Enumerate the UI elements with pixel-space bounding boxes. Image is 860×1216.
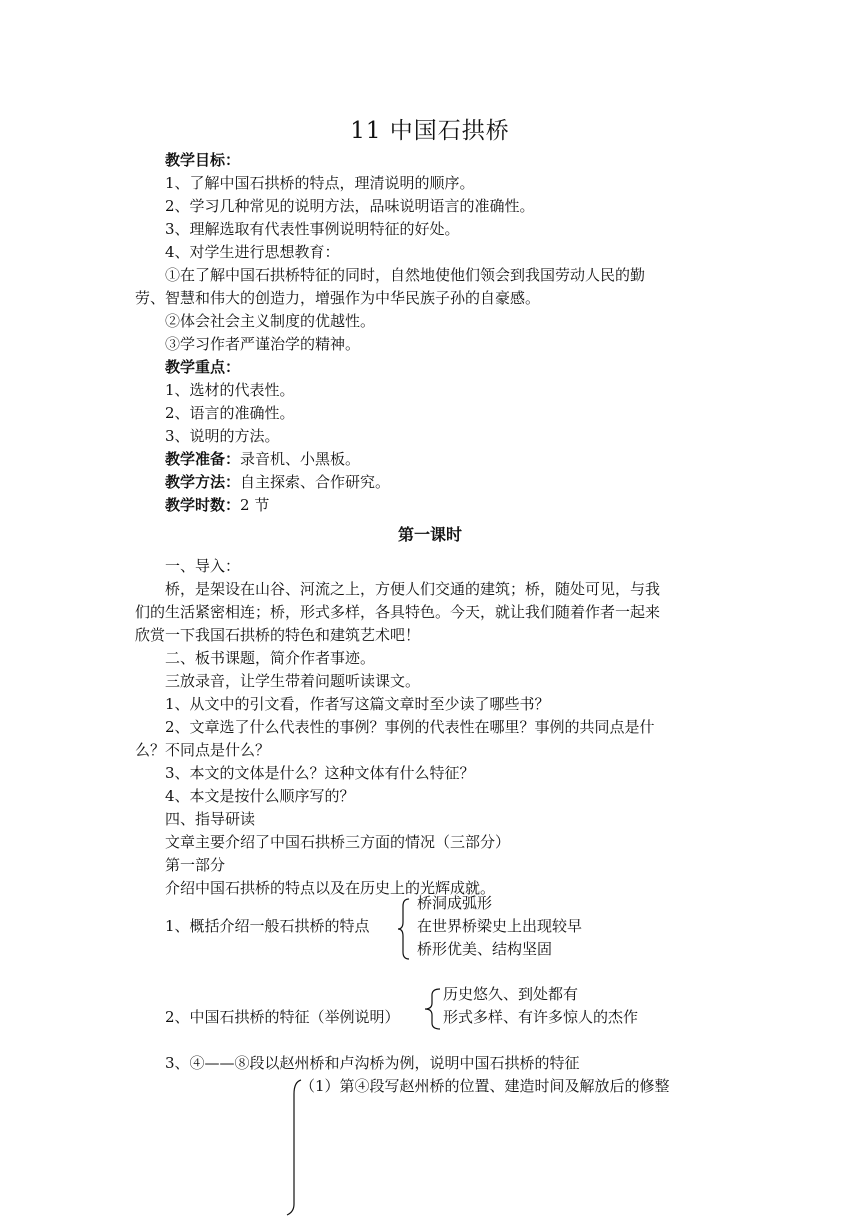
- outline-item: 桥形优美、结构坚固: [417, 940, 553, 958]
- body-line: 们的生活紧密相连；桥，形式多样，各具特色。今天，就让我们随着作者一起来: [135, 603, 661, 621]
- body-line: 一、导入：: [165, 557, 241, 575]
- goal-item: ②体会社会主义制度的优越性。: [165, 312, 376, 330]
- outline-item: 历史悠久、到处都有: [443, 985, 579, 1003]
- body-line: 第一部分: [165, 856, 226, 874]
- outline-item: 形式多样、有许多惊人的杰作: [443, 1008, 639, 1026]
- body-line: 么？不同点是什么？: [135, 741, 271, 759]
- focus-heading: 教学重点：: [165, 358, 241, 376]
- brace-icon: [397, 898, 411, 960]
- hours-row: [165, 494, 269, 516]
- prep-row: [165, 448, 360, 470]
- hours-value: 2 节: [240, 496, 270, 514]
- method-value: 自主探索、合作研究。: [240, 473, 391, 491]
- outline-label: 2、中国石拱桥的特征（举例说明）: [165, 1008, 400, 1026]
- brace-icon: [424, 988, 442, 1030]
- outline-item: （1）第④段写赵州桥的位置、建造时间及解放后的修整: [300, 1077, 670, 1095]
- document-title: 11 中国石拱桥: [350, 118, 510, 144]
- lesson-title: 第一课时: [397, 525, 462, 544]
- body-line: 四、指导研读: [165, 810, 256, 828]
- brace-icon: [283, 1078, 303, 1216]
- hours-label: 教学时数：: [165, 496, 241, 514]
- goal-item: 1、了解中国石拱桥的特点，理清说明的顺序。: [165, 174, 475, 192]
- goal-item: ③学习作者严谨治学的精神。: [165, 335, 361, 353]
- body-line: 2、文章选了什么代表性的事例？事例的代表性在哪里？事例的共同点是什: [165, 718, 655, 736]
- goal-item: 2、学习几种常见的说明方法，品味说明语言的准确性。: [165, 197, 535, 215]
- method-label: 教学方法：: [165, 473, 241, 491]
- body-line: 桥，是架设在山谷、河流之上，方便人们交通的建筑；桥，随处可见，与我: [165, 580, 661, 598]
- goals-heading: 教学目标：: [165, 151, 241, 169]
- method-row: [165, 471, 390, 493]
- body-line: 4、本文是按什么顺序写的？: [165, 787, 355, 805]
- body-line: 欣赏一下我国石拱桥的特色和建筑艺术吧！: [135, 626, 421, 644]
- focus-item: 3、说明的方法。: [165, 427, 280, 445]
- goal-item: 3、理解选取有代表性事例说明特征的好处。: [165, 220, 460, 238]
- body-line: 介绍中国石拱桥的特点以及在历史上的光辉成就。: [165, 879, 496, 897]
- body-line: 3、本文的文体是什么？这种文体有什么特征？: [165, 764, 475, 782]
- outline-label: 1、概括介绍一般石拱桥的特点: [165, 917, 370, 935]
- body-line: 三放录音，让学生带着问题听读课文。: [165, 672, 421, 690]
- focus-item: 2、语言的准确性。: [165, 404, 295, 422]
- body-line: 1、从文中的引文看，作者写这篇文章时至少读了哪些书？: [165, 695, 550, 713]
- prep-label: 教学准备：: [165, 450, 241, 468]
- body-line: 文章主要介绍了中国石拱桥三方面的情况（三部分）: [165, 833, 511, 851]
- goal-item: 劳、智慧和伟大的创造力，增强作为中华民族子孙的自豪感。: [135, 289, 541, 307]
- focus-item: 1、选材的代表性。: [165, 381, 295, 399]
- outline-item: 桥洞成弧形: [417, 894, 493, 912]
- outline-label: 3、④——⑧段以赵州桥和卢沟桥为例，说明中国石拱桥的特征: [165, 1054, 580, 1072]
- prep-value: 录音机、小黑板。: [240, 450, 361, 468]
- goal-item: ①在了解中国石拱桥特征的同时，自然地使他们领会到我国劳动人民的勤: [165, 266, 646, 284]
- outline-item: 在世界桥梁史上出现较早: [417, 917, 583, 935]
- goal-item: 4、对学生进行思想教育：: [165, 243, 340, 261]
- body-line: 二、板书课题，简介作者事迹。: [165, 649, 376, 667]
